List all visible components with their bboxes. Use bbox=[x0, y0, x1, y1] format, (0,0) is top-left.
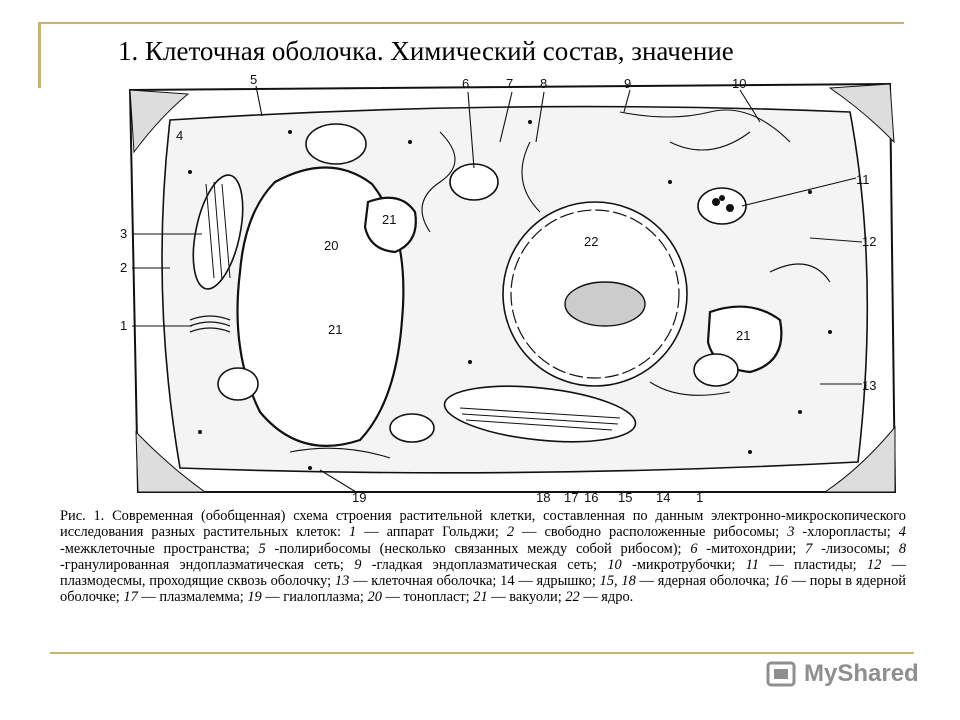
label-21-right: 21 bbox=[736, 328, 751, 343]
label-13: 13 bbox=[862, 378, 877, 393]
label-21-small: 21 bbox=[382, 212, 397, 227]
caption-segment: — плазмодесмы, проходящие сквозь оболочку; bbox=[60, 556, 906, 590]
figure-caption bbox=[60, 508, 906, 606]
mitochondrion-5 bbox=[694, 354, 738, 386]
caption-segment: 19 bbox=[247, 589, 262, 606]
caption-segment: -межклеточные пространства; bbox=[60, 540, 259, 557]
caption-segment: Рис. 1. Современная (обобщенная) схема строения растительной клетки, составленная по данным электронно-микроскопического исследования разных растительных клеток: bbox=[60, 508, 906, 541]
label-14: 14 bbox=[656, 490, 671, 505]
mitochondrion-3 bbox=[218, 368, 258, 400]
slide-frame-bottom bbox=[50, 652, 914, 654]
caption-segment: -микротрубочки; bbox=[621, 556, 746, 573]
slide-title: 1. Клеточная оболочка. Химический состав, значение bbox=[118, 36, 734, 66]
myshared-logo-icon bbox=[766, 659, 796, 689]
caption-segment: -хлоропласты; bbox=[794, 524, 899, 541]
caption-segment: 3 bbox=[787, 524, 795, 541]
label-1-left: 1 bbox=[120, 318, 128, 333]
caption-segment: — пластиды; bbox=[759, 556, 867, 573]
caption-segment: — вакуоли; bbox=[487, 589, 566, 606]
label-22: 22 bbox=[584, 234, 599, 249]
caption-segment: -полирибосомы (несколько связанных между собой рибосом); bbox=[265, 540, 691, 557]
caption-segment: 15, 18 bbox=[599, 573, 636, 590]
caption-segment: -гладкая эндоплазматическая сеть; bbox=[361, 556, 608, 573]
caption-segment: 22 bbox=[565, 589, 580, 606]
plant-cell-diagram bbox=[110, 72, 910, 508]
label-12: 12 bbox=[862, 234, 877, 249]
label-5: 5 bbox=[250, 72, 258, 87]
caption-segment: — клеточная оболочка; 14 — ядрышко; bbox=[349, 573, 600, 590]
label-6: 6 bbox=[462, 76, 470, 91]
nucleolus bbox=[565, 282, 645, 326]
mitochondrion-4 bbox=[390, 414, 434, 442]
label-1-bottom: 1 bbox=[696, 490, 704, 505]
slide-frame-top bbox=[38, 22, 904, 24]
caption-segment: — аппарат Гольджи; bbox=[356, 524, 507, 541]
caption-segment: — гиалоплазма; bbox=[261, 589, 368, 606]
caption-segment: 21 bbox=[473, 589, 488, 606]
label-17: 17 bbox=[564, 490, 579, 505]
caption-segment: 20 bbox=[367, 589, 382, 606]
caption-segment: — тонопласт; bbox=[381, 589, 474, 606]
caption-segment: 4 bbox=[898, 524, 906, 541]
caption-segment: 9 bbox=[354, 556, 362, 573]
label-15: 15 bbox=[618, 490, 633, 505]
plastid bbox=[698, 188, 746, 224]
caption-segment: 7 bbox=[805, 540, 813, 557]
caption-segment: — плазмалемма; bbox=[137, 589, 248, 606]
watermark bbox=[766, 656, 919, 692]
slide-frame-left bbox=[38, 22, 41, 88]
caption-segment: 17 bbox=[123, 589, 138, 606]
caption-segment: 6 bbox=[690, 540, 698, 557]
caption-segment: — ядро. bbox=[579, 589, 634, 606]
caption-segment: 11 bbox=[745, 556, 759, 573]
caption-segment: -гранулированная эндоплазматическая сеть; bbox=[60, 556, 355, 573]
mitochondrion-2 bbox=[450, 164, 498, 200]
label-8: 8 bbox=[540, 76, 548, 91]
label-19: 19 bbox=[352, 490, 367, 505]
caption-segment: — свободно расположенные рибосомы; bbox=[514, 524, 788, 541]
caption-segment: 2 bbox=[506, 524, 515, 541]
label-16: 16 bbox=[584, 490, 599, 505]
caption-segment: 5 bbox=[258, 540, 266, 557]
caption-segment: -митохондрии; bbox=[697, 540, 806, 557]
caption-segment: 8 bbox=[898, 540, 907, 557]
caption-segment: — поры в ядерной оболочке; bbox=[60, 573, 907, 606]
mitochondrion-1 bbox=[306, 124, 366, 164]
label-3: 3 bbox=[120, 226, 128, 241]
label-11: 11 bbox=[856, 172, 870, 187]
caption-segment: 16 bbox=[773, 573, 788, 590]
caption-segment: 1 bbox=[349, 524, 357, 541]
label-9: 9 bbox=[624, 76, 632, 91]
caption-segment: 13 bbox=[334, 573, 350, 590]
label-7: 7 bbox=[506, 76, 514, 91]
caption-segment: — ядерная оболочка; bbox=[635, 573, 774, 590]
label-2: 2 bbox=[120, 260, 128, 275]
label-4: 4 bbox=[176, 128, 184, 143]
label-20: 20 bbox=[324, 238, 339, 253]
caption-segment: -лизосомы; bbox=[812, 540, 899, 557]
caption-segment: 12 bbox=[866, 556, 882, 573]
label-21-central: 21 bbox=[328, 322, 343, 337]
caption-segment: 10 bbox=[607, 556, 622, 573]
label-10: 10 bbox=[732, 76, 747, 91]
watermark-text: MyShared bbox=[804, 660, 919, 687]
label-18: 18 bbox=[536, 490, 551, 505]
